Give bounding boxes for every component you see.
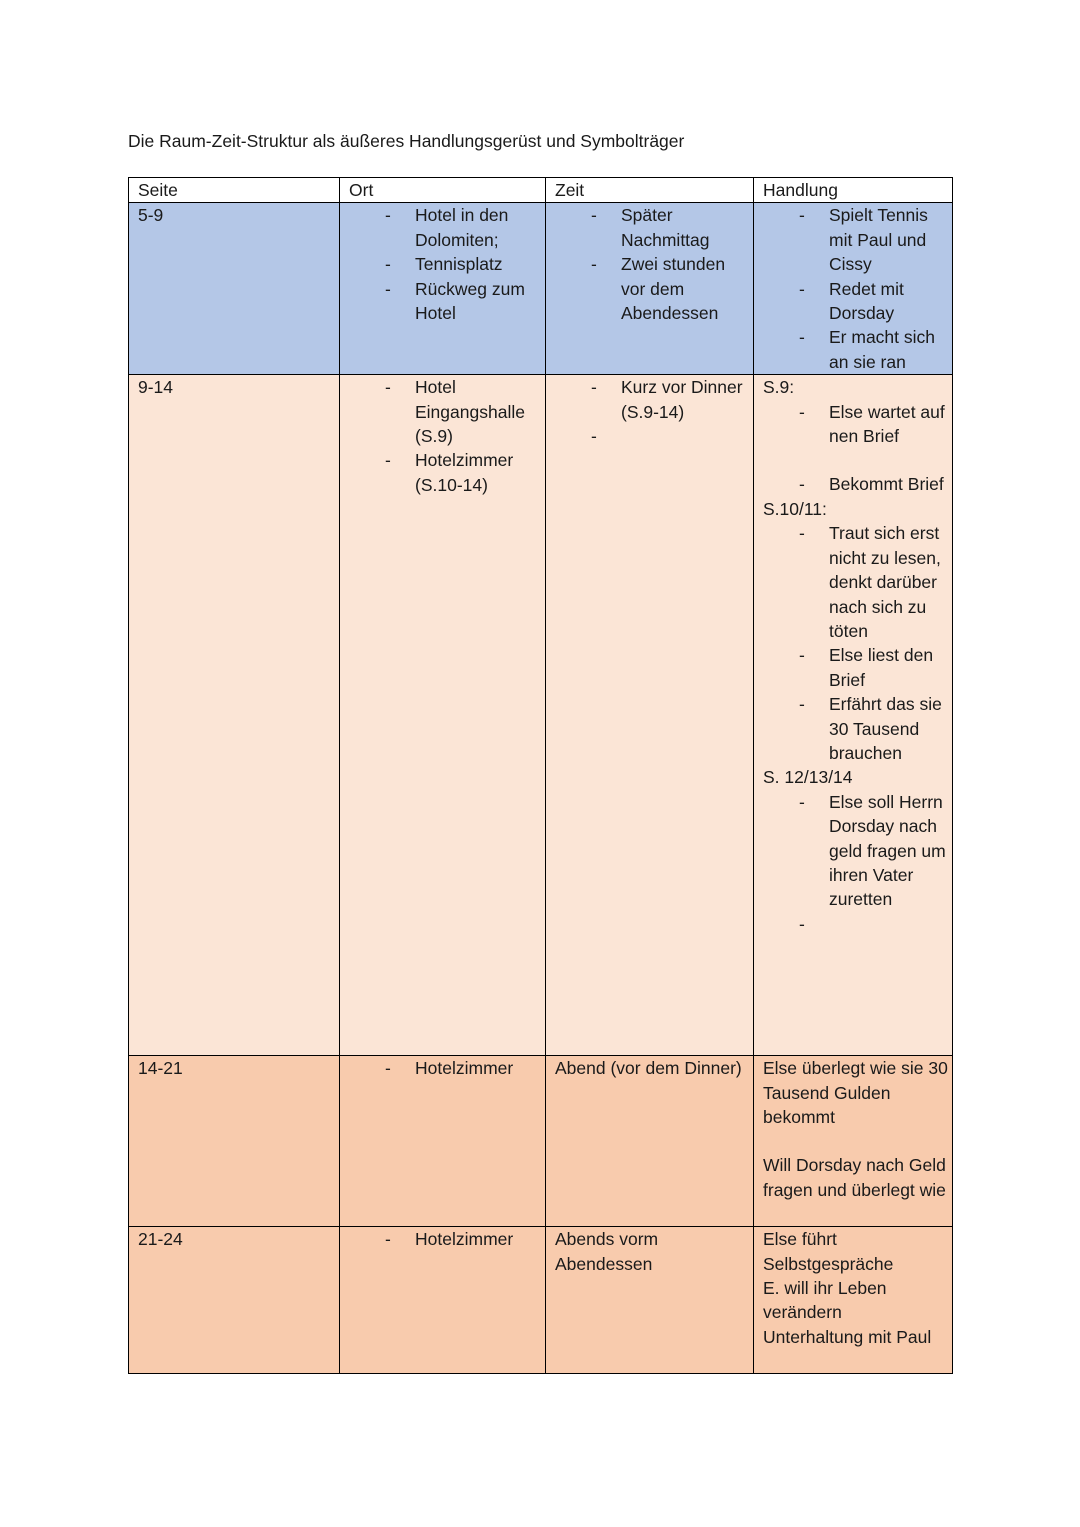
- cell-zeit: [546, 375, 754, 1056]
- action-text: Will Dorsday nach Geld fragen und überlegt wie: [763, 1155, 946, 1200]
- cell-zeit: [546, 1056, 754, 1227]
- table-row: [129, 1227, 953, 1374]
- list-item: - Später Nachmittag: [621, 203, 753, 252]
- list-item: - Kurz vor Dinner (S.9-14): [621, 375, 753, 424]
- action-text: Else überlegt wie sie 30 Tausend Gulden bekommt: [763, 1058, 948, 1128]
- page-range: 9-14: [138, 377, 174, 398]
- cell-handlung: [754, 203, 953, 375]
- section-label: S.10/11:: [763, 498, 827, 519]
- cell-handlung: [754, 1227, 953, 1374]
- cell-ort: [340, 203, 546, 375]
- list-item: - Er macht sich an sie ran: [829, 325, 952, 374]
- header-handlung: Handlung: [754, 178, 953, 203]
- action-text: Unterhaltung mit Paul: [763, 1326, 932, 1347]
- list-item: - Hotel in den Dolomiten;: [415, 203, 545, 252]
- header-seite: Seite: [129, 178, 340, 203]
- section-label: S.9:: [763, 377, 795, 398]
- time-text: Abend (vor dem Dinner): [555, 1058, 742, 1079]
- list-item: - Traut sich erst nicht zu lesen, denkt darüber nach sich zu töten: [829, 521, 952, 643]
- list-item: [829, 912, 952, 936]
- document-title: Die Raum-Zeit-Struktur als äußeres Handlungsgerüst und Symbolträger: [128, 131, 685, 151]
- cell-seite: [129, 375, 340, 1056]
- spacer: [763, 448, 952, 472]
- list-item: - Hotelzimmer: [415, 1227, 545, 1251]
- header-zeit: Zeit: [546, 178, 754, 203]
- list-item: - Else wartet auf nen Brief: [829, 400, 952, 449]
- list-item: - Zwei stunden vor dem Abendessen: [621, 252, 753, 325]
- cell-ort: [340, 375, 546, 1056]
- list-item: - Hotelzimmer (S.10-14): [415, 448, 545, 497]
- list-item: - Spielt Tennis mit Paul und Cissy: [829, 203, 952, 276]
- list-item: - Tennisplatz: [415, 252, 545, 276]
- cell-seite: [129, 1227, 340, 1374]
- list-item: [621, 424, 753, 448]
- list-item: - Else liest den Brief: [829, 643, 952, 692]
- list-item: - Erfährt das sie 30 Tausend brauchen: [829, 692, 952, 765]
- cell-zeit: [546, 1227, 754, 1374]
- list-item: - Else soll Herrn Dorsday nach geld fragen um ihren Vater zuretten: [829, 790, 952, 912]
- table-row: [129, 203, 953, 375]
- spacer: [763, 1129, 952, 1153]
- cell-ort: [340, 1056, 546, 1227]
- page-range: 5-9: [138, 205, 164, 226]
- cell-handlung: [754, 375, 953, 1056]
- section-label: S. 12/13/14: [763, 767, 853, 788]
- cell-zeit: [546, 203, 754, 375]
- list-item: - Bekommt Brief: [829, 472, 952, 496]
- header-ort: Ort: [340, 178, 546, 203]
- action-text: E. will ihr Leben verändern: [763, 1278, 887, 1323]
- table-row: [129, 1056, 953, 1227]
- list-item: - Redet mit Dorsday: [829, 277, 952, 326]
- list-item: - Hotelzimmer: [415, 1056, 545, 1080]
- page-range: 21-24: [138, 1229, 183, 1250]
- cell-ort: [340, 1227, 546, 1374]
- structure-table: [128, 177, 953, 1374]
- list-item: - Rückweg zum Hotel: [415, 277, 545, 326]
- list-item: - Hotel Eingangshalle (S.9): [415, 375, 545, 448]
- cell-handlung: [754, 1056, 953, 1227]
- time-text: Abends vorm Abendessen: [555, 1229, 659, 1274]
- table-row: [129, 375, 953, 1056]
- cell-seite: [129, 203, 340, 375]
- table-header-row: [129, 178, 953, 203]
- page-range: 14-21: [138, 1058, 183, 1079]
- cell-seite: [129, 1056, 340, 1227]
- action-text: Else führt Selbstgespräche: [763, 1229, 894, 1274]
